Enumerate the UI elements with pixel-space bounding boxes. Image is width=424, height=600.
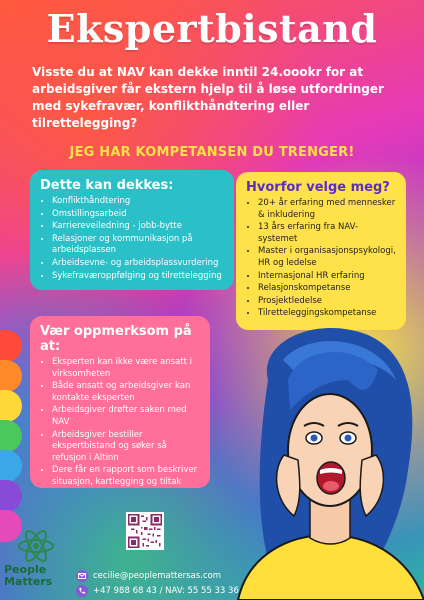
list-item: • Arbeidsgiver drøfter saken med NAV (52, 405, 200, 428)
list-item: • Master i organisasjonspsykologi, HR og ledelse (258, 246, 396, 269)
why-list (246, 198, 396, 320)
headline: JEG HAR KOMPETANSEN DU TRENGER! (69, 145, 355, 160)
list-item: • Sykefraværoppfølging og tilrettelegging (52, 271, 224, 283)
phone-text[interactable]: +47 988 68 43 / NAV: 55 55 33 36 (93, 585, 239, 596)
covered-heading: Dette kan dekkes: (40, 178, 174, 193)
contact-info (76, 568, 239, 598)
list-item: • Dere får en rapport som beskriver situasjon, kartlegging og tiltak (52, 465, 200, 488)
list-item: • 13 års erfaring fra NAV-systemet (258, 222, 396, 245)
logo-line-2: Matters (4, 575, 53, 588)
list-item: • Omstillingsarbeid (52, 209, 224, 221)
why-heading: Hvorfor velge meg? (246, 180, 390, 195)
list-item: • Arbeidsevne- og arbeidsplassvurdering (52, 258, 224, 270)
intro-text: Visste du at NAV kan dekke inntil 24.oookr for at arbeidsgiver får ekstern hjelp til å løse utfordringer med sykefravær, konflikthåndtering eller tilrettelegging? (32, 65, 384, 130)
list-item: • Konflikthåndtering (52, 196, 224, 208)
list-item: • 20+ år erfaring med mennesker & inkludering (258, 198, 396, 221)
list-item: • Karriereveiledning - jobb-bytte (52, 221, 224, 233)
logo-text (4, 564, 52, 588)
list-item: • Tilretteleggingskompetanse (258, 308, 396, 320)
people-matters-logo (2, 528, 72, 600)
attention-heading: Vær oppmerksom på at: (40, 324, 192, 354)
phone-row[interactable] (76, 583, 239, 598)
list-item: • Både ansatt og arbeidsgiver kan kontakte eksperten (52, 381, 200, 404)
qr-code-icon[interactable] (126, 512, 164, 550)
list-item: • Prosjektledelse (258, 296, 396, 308)
attention-card (30, 316, 210, 488)
woman-illustration (228, 320, 424, 600)
email-row[interactable] (76, 568, 239, 583)
email-text[interactable]: cecilie@peoplemattersas.com (93, 570, 222, 581)
phone-icon (76, 585, 88, 597)
page-title: Ekspertbistand (46, 6, 378, 51)
list-item: • Eksperten kan ikke være ansatt i virksomheten (52, 357, 200, 380)
list-item: • Internasjonal HR erfaring (258, 271, 396, 283)
list-item: • Relasjoner og kommunikasjon på arbeidsplassen (52, 234, 224, 257)
logo-line-1: People (4, 563, 47, 576)
covered-card (30, 170, 234, 290)
why-card (236, 172, 406, 330)
atom-icon (16, 528, 56, 564)
covered-list (40, 196, 224, 282)
list-item: • Relasjonskompetanse (258, 283, 396, 295)
list-item: • Arbeidsgiver bestiller ekspertbistand og søker så refusjon i Altinn (52, 430, 200, 465)
envelope-icon (76, 570, 88, 582)
attention-list (40, 357, 200, 489)
